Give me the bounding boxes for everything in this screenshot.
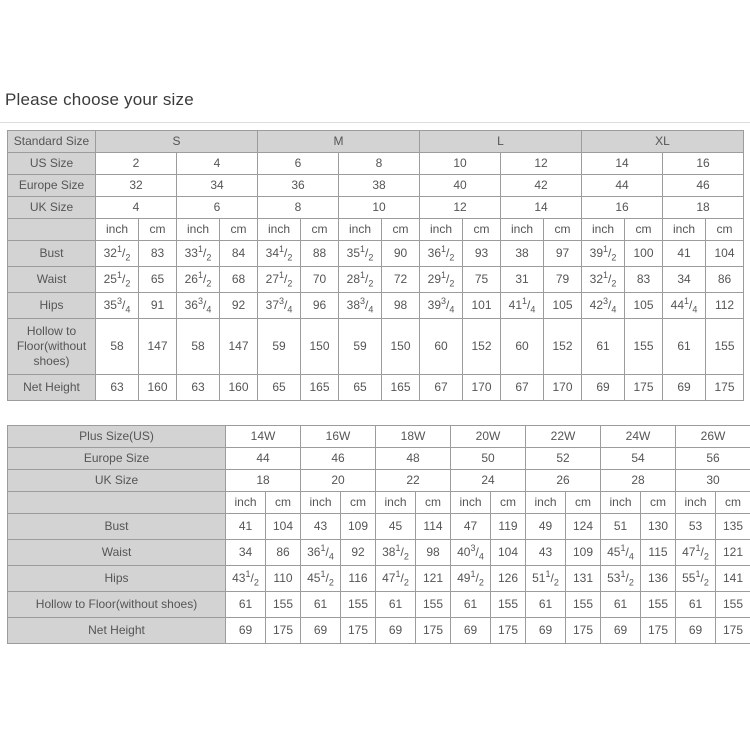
measurement-cm-cell: 155 (491, 592, 526, 618)
unit-corner-cell (8, 219, 96, 241)
row-label-cell: Waist (8, 540, 226, 566)
measurement-cm-cell: 121 (416, 566, 451, 592)
measurement-cm-cell: 155 (641, 592, 676, 618)
measurement-cm-cell: 121 (716, 540, 750, 566)
measurement-cm-cell: 155 (566, 592, 601, 618)
unit-cm-cell: cm (220, 219, 258, 241)
size-value-cell: 6 (177, 197, 258, 219)
measurement-cm-cell: 101 (463, 293, 501, 319)
row-label-cell: Hollow to Floor(without shoes) (8, 592, 226, 618)
size-value-cell: 6 (258, 153, 339, 175)
measurement-inch-cell: 61 (301, 592, 341, 618)
measurement-inch-cell: $53^1/_2$ (601, 566, 641, 592)
size-value-cell: 36 (258, 175, 339, 197)
measurement-row (8, 241, 744, 267)
measurement-inch-cell: 43 (526, 540, 566, 566)
measurement-inch-cell: 61 (226, 592, 266, 618)
measurement-cm-cell: 141 (716, 566, 750, 592)
measurement-cm-cell: 109 (341, 514, 376, 540)
measurement-cm-cell: 150 (301, 319, 339, 375)
measurement-cm-cell: 105 (544, 293, 582, 319)
unit-cm-cell: cm (266, 492, 301, 514)
measurement-inch-cell: 45 (376, 514, 416, 540)
measurement-cm-cell: 165 (382, 375, 420, 401)
measurement-inch-cell: $38^1/_2$ (376, 540, 416, 566)
measurement-cm-cell: 175 (641, 618, 676, 644)
row-label-cell: Europe Size (8, 175, 96, 197)
measurement-row (8, 566, 750, 592)
measurement-inch-cell: 69 (376, 618, 416, 644)
measurement-inch-cell: $33^1/_2$ (177, 241, 220, 267)
measurement-inch-cell: $36^3/_4$ (177, 293, 220, 319)
measurement-inch-cell: $47^1/_2$ (676, 540, 716, 566)
measurement-cm-cell: 83 (625, 267, 663, 293)
measurement-inch-cell: $27^1/_2$ (258, 267, 301, 293)
row-label-cell: Hollow to Floor(without shoes) (8, 319, 96, 375)
unit-cm-cell: cm (416, 492, 451, 514)
measurement-cm-cell: 175 (625, 375, 663, 401)
measurement-inch-cell: 41 (663, 241, 706, 267)
measurement-cm-cell: 165 (301, 375, 339, 401)
measurement-inch-cell: 61 (601, 592, 641, 618)
measurement-cm-cell: 175 (491, 618, 526, 644)
unit-inch-cell: inch (420, 219, 463, 241)
size-value-cell: 20 (301, 470, 376, 492)
measurement-inch-cell: 58 (177, 319, 220, 375)
measurement-cm-cell: 105 (625, 293, 663, 319)
measurement-cm-cell: 175 (416, 618, 451, 644)
measurement-inch-cell: 61 (676, 592, 716, 618)
measurement-cm-cell: 170 (463, 375, 501, 401)
measurement-cm-cell: 114 (416, 514, 451, 540)
size-value-cell: 52 (526, 448, 601, 470)
size-value-cell: 44 (582, 175, 663, 197)
size-value-cell: 14 (501, 197, 582, 219)
unit-cm-cell: cm (544, 219, 582, 241)
measurement-cm-cell: 91 (139, 293, 177, 319)
measurement-cm-cell: 104 (266, 514, 301, 540)
size-value-cell: 12 (501, 153, 582, 175)
measurement-inch-cell: 69 (601, 618, 641, 644)
measurement-row (8, 319, 744, 375)
unit-cm-cell: cm (641, 492, 676, 514)
unit-inch-cell: inch (177, 219, 220, 241)
measurement-inch-cell: 34 (663, 267, 706, 293)
size-value-cell: 32 (96, 175, 177, 197)
measurement-inch-cell: 69 (582, 375, 625, 401)
size-value-cell: 18 (226, 470, 301, 492)
measurement-inch-cell: 61 (376, 592, 416, 618)
unit-row (8, 492, 750, 514)
measurement-inch-cell: $26^1/_2$ (177, 267, 220, 293)
measurement-inch-cell: 43 (301, 514, 341, 540)
measurement-inch-cell: $40^3/_4$ (451, 540, 491, 566)
measurement-inch-cell: 63 (96, 375, 139, 401)
size-value-cell: 26W (676, 426, 750, 448)
plus-size-table (7, 425, 750, 644)
row-label-cell: Europe Size (8, 448, 226, 470)
measurement-cm-cell: 98 (382, 293, 420, 319)
measurement-cm-cell: 86 (266, 540, 301, 566)
measurement-cm-cell: 131 (566, 566, 601, 592)
measurement-inch-cell: 59 (258, 319, 301, 375)
measurement-inch-cell: $55^1/_2$ (676, 566, 716, 592)
measurement-inch-cell: 47 (451, 514, 491, 540)
size-value-cell: 40 (420, 175, 501, 197)
size-value-cell: 4 (96, 197, 177, 219)
measurement-inch-cell: $43^1/_2$ (226, 566, 266, 592)
measurement-cm-cell: 175 (266, 618, 301, 644)
size-value-cell: 18 (663, 197, 744, 219)
measurement-inch-cell: 31 (501, 267, 544, 293)
measurement-cm-cell: 104 (706, 241, 744, 267)
unit-inch-cell: inch (301, 492, 341, 514)
measurement-inch-cell: 65 (339, 375, 382, 401)
measurement-cm-cell: 65 (139, 267, 177, 293)
measurement-row (8, 293, 744, 319)
unit-inch-cell: inch (526, 492, 566, 514)
size-value-cell: 42 (501, 175, 582, 197)
page-title: Please choose your size (5, 90, 194, 109)
measurement-cm-cell: 96 (301, 293, 339, 319)
measurement-cm-cell: 175 (341, 618, 376, 644)
unit-corner-cell (8, 492, 226, 514)
size-value-cell: 56 (676, 448, 750, 470)
measurement-inch-cell: $49^1/_2$ (451, 566, 491, 592)
measurement-inch-cell: 65 (258, 375, 301, 401)
measurement-inch-cell: 60 (420, 319, 463, 375)
unit-cm-cell: cm (566, 492, 601, 514)
row-label-cell: Net Height (8, 375, 96, 401)
measurement-cm-cell: 155 (706, 319, 744, 375)
measurement-inch-cell: 69 (226, 618, 266, 644)
measurement-inch-cell: 69 (676, 618, 716, 644)
measurement-cm-cell: 112 (706, 293, 744, 319)
measurement-cm-cell: 75 (463, 267, 501, 293)
measurement-cm-cell: 150 (382, 319, 420, 375)
measurement-cm-cell: 115 (641, 540, 676, 566)
unit-inch-cell: inch (676, 492, 716, 514)
unit-row (8, 219, 744, 241)
measurement-inch-cell: $35^1/_2$ (339, 241, 382, 267)
size-group-cell: L (420, 131, 582, 153)
unit-inch-cell: inch (582, 219, 625, 241)
unit-inch-cell: inch (663, 219, 706, 241)
row-label-cell: US Size (8, 153, 96, 175)
unit-inch-cell: inch (96, 219, 139, 241)
measurement-inch-cell: $38^3/_4$ (339, 293, 382, 319)
size-value-cell: 22 (376, 470, 451, 492)
size-value-cell: 10 (339, 197, 420, 219)
measurement-cm-cell: 97 (544, 241, 582, 267)
measurement-inch-cell: $41^1/_4$ (501, 293, 544, 319)
measurement-cm-cell: 88 (301, 241, 339, 267)
measurement-cm-cell: 175 (566, 618, 601, 644)
measurement-cm-cell: 160 (220, 375, 258, 401)
measurement-row (8, 540, 750, 566)
measurement-inch-cell: $32^1/_2$ (582, 267, 625, 293)
measurement-inch-cell: 63 (177, 375, 220, 401)
measurement-inch-cell: 61 (663, 319, 706, 375)
size-value-cell: 16 (582, 197, 663, 219)
size-value-cell: 44 (226, 448, 301, 470)
size-value-cell: 50 (451, 448, 526, 470)
measurement-inch-cell: 69 (526, 618, 566, 644)
measurement-inch-cell: $29^1/_2$ (420, 267, 463, 293)
measurement-cm-cell: 155 (716, 592, 750, 618)
measurement-inch-cell: $39^3/_4$ (420, 293, 463, 319)
measurement-inch-cell: 69 (663, 375, 706, 401)
measurement-row (8, 592, 750, 618)
size-row (8, 175, 744, 197)
measurement-cm-cell: 116 (341, 566, 376, 592)
size-value-cell: 54 (601, 448, 676, 470)
unit-cm-cell: cm (716, 492, 750, 514)
measurement-inch-cell: $47^1/_2$ (376, 566, 416, 592)
row-label-cell: Bust (8, 514, 226, 540)
measurement-inch-cell: $42^3/_4$ (582, 293, 625, 319)
size-value-cell: 24 (451, 470, 526, 492)
unit-inch-cell: inch (339, 219, 382, 241)
measurement-inch-cell: 60 (501, 319, 544, 375)
unit-inch-cell: inch (226, 492, 266, 514)
row-label-cell: Bust (8, 241, 96, 267)
size-value-cell: 26 (526, 470, 601, 492)
size-row (8, 448, 750, 470)
measurement-cm-cell: 83 (139, 241, 177, 267)
size-value-cell: 30 (676, 470, 750, 492)
unit-cm-cell: cm (301, 219, 339, 241)
size-value-cell: 8 (339, 153, 420, 175)
measurement-inch-cell: $44^1/_4$ (663, 293, 706, 319)
unit-inch-cell: inch (376, 492, 416, 514)
measurement-inch-cell: $51^1/_2$ (526, 566, 566, 592)
size-group-cell: XL (582, 131, 744, 153)
measurement-cm-cell: 98 (416, 540, 451, 566)
size-value-cell: 34 (177, 175, 258, 197)
measurement-row (8, 618, 750, 644)
measurement-cm-cell: 79 (544, 267, 582, 293)
size-value-cell: 46 (301, 448, 376, 470)
corner-label-cell: Standard Size (8, 131, 96, 153)
measurement-inch-cell: $28^1/_2$ (339, 267, 382, 293)
measurement-inch-cell: $36^1/_2$ (420, 241, 463, 267)
measurement-inch-cell: $39^1/_2$ (582, 241, 625, 267)
size-row (8, 470, 750, 492)
measurement-inch-cell: $25^1/_2$ (96, 267, 139, 293)
size-value-cell: 38 (339, 175, 420, 197)
measurement-cm-cell: 100 (625, 241, 663, 267)
measurement-cm-cell: 160 (139, 375, 177, 401)
size-group-cell: S (96, 131, 258, 153)
measurement-inch-cell: 38 (501, 241, 544, 267)
unit-cm-cell: cm (463, 219, 501, 241)
measurement-cm-cell: 93 (463, 241, 501, 267)
measurement-cm-cell: 155 (625, 319, 663, 375)
measurement-inch-cell: 58 (96, 319, 139, 375)
row-label-cell: UK Size (8, 470, 226, 492)
measurement-cm-cell: 175 (716, 618, 750, 644)
measurement-inch-cell: $45^1/_4$ (601, 540, 641, 566)
measurement-cm-cell: 110 (266, 566, 301, 592)
unit-inch-cell: inch (451, 492, 491, 514)
measurement-cm-cell: 119 (491, 514, 526, 540)
measurement-cm-cell: 126 (491, 566, 526, 592)
measurement-inch-cell: $35^3/_4$ (96, 293, 139, 319)
measurement-cm-cell: 155 (416, 592, 451, 618)
measurement-cm-cell: 92 (341, 540, 376, 566)
measurement-cm-cell: 109 (566, 540, 601, 566)
measurement-cm-cell: 155 (341, 592, 376, 618)
measurement-row (8, 267, 744, 293)
unit-cm-cell: cm (491, 492, 526, 514)
measurement-cm-cell: 147 (220, 319, 258, 375)
unit-cm-cell: cm (341, 492, 376, 514)
measurement-inch-cell: $32^1/_2$ (96, 241, 139, 267)
measurement-cm-cell: 147 (139, 319, 177, 375)
measurement-inch-cell: $36^1/_4$ (301, 540, 341, 566)
size-row (8, 197, 744, 219)
size-value-cell: 10 (420, 153, 501, 175)
measurement-cm-cell: 104 (491, 540, 526, 566)
measurement-inch-cell: $34^1/_2$ (258, 241, 301, 267)
row-label-cell: Plus Size(US) (8, 426, 226, 448)
size-value-cell: 28 (601, 470, 676, 492)
measurement-cm-cell: 152 (544, 319, 582, 375)
measurement-inch-cell: 59 (339, 319, 382, 375)
size-value-cell: 2 (96, 153, 177, 175)
measurement-inch-cell: 53 (676, 514, 716, 540)
measurement-inch-cell: $37^3/_4$ (258, 293, 301, 319)
measurement-inch-cell: 69 (301, 618, 341, 644)
measurement-inch-cell: 49 (526, 514, 566, 540)
size-value-cell: 16 (663, 153, 744, 175)
size-row (8, 153, 744, 175)
size-value-cell: 14W (226, 426, 301, 448)
size-value-cell: 46 (663, 175, 744, 197)
measurement-cm-cell: 170 (544, 375, 582, 401)
unit-inch-cell: inch (258, 219, 301, 241)
unit-cm-cell: cm (625, 219, 663, 241)
unit-inch-cell: inch (501, 219, 544, 241)
size-value-cell: 18W (376, 426, 451, 448)
measurement-cm-cell: 72 (382, 267, 420, 293)
measurement-cm-cell: 84 (220, 241, 258, 267)
size-value-cell: 20W (451, 426, 526, 448)
size-value-cell: 16W (301, 426, 376, 448)
measurement-cm-cell: 86 (706, 267, 744, 293)
row-label-cell: Hips (8, 566, 226, 592)
measurement-inch-cell: 61 (526, 592, 566, 618)
measurement-cm-cell: 70 (301, 267, 339, 293)
size-value-cell: 22W (526, 426, 601, 448)
size-value-cell: 48 (376, 448, 451, 470)
size-value-cell: 14 (582, 153, 663, 175)
measurement-cm-cell: 130 (641, 514, 676, 540)
measurement-inch-cell: 61 (582, 319, 625, 375)
size-value-cell: 24W (601, 426, 676, 448)
measurement-inch-cell: $45^1/_2$ (301, 566, 341, 592)
measurement-inch-cell: 67 (501, 375, 544, 401)
measurement-row (8, 375, 744, 401)
measurement-inch-cell: 41 (226, 514, 266, 540)
title-divider (0, 122, 750, 123)
standard-size-table (7, 130, 744, 401)
row-label-cell: Net Height (8, 618, 226, 644)
measurement-inch-cell: 67 (420, 375, 463, 401)
size-row (8, 426, 750, 448)
unit-cm-cell: cm (382, 219, 420, 241)
unit-inch-cell: inch (601, 492, 641, 514)
row-label-cell: UK Size (8, 197, 96, 219)
size-value-cell: 4 (177, 153, 258, 175)
measurement-inch-cell: 61 (451, 592, 491, 618)
measurement-row (8, 514, 750, 540)
size-value-cell: 12 (420, 197, 501, 219)
unit-cm-cell: cm (139, 219, 177, 241)
measurement-cm-cell: 135 (716, 514, 750, 540)
size-group-cell: M (258, 131, 420, 153)
measurement-inch-cell: 34 (226, 540, 266, 566)
row-label-cell: Hips (8, 293, 96, 319)
row-label-cell: Waist (8, 267, 96, 293)
group-header-row (8, 131, 744, 153)
measurement-cm-cell: 124 (566, 514, 601, 540)
measurement-cm-cell: 92 (220, 293, 258, 319)
measurement-cm-cell: 90 (382, 241, 420, 267)
measurement-inch-cell: 51 (601, 514, 641, 540)
size-value-cell: 8 (258, 197, 339, 219)
measurement-cm-cell: 175 (706, 375, 744, 401)
measurement-cm-cell: 152 (463, 319, 501, 375)
measurement-inch-cell: 69 (451, 618, 491, 644)
unit-cm-cell: cm (706, 219, 744, 241)
measurement-cm-cell: 136 (641, 566, 676, 592)
measurement-cm-cell: 68 (220, 267, 258, 293)
measurement-cm-cell: 155 (266, 592, 301, 618)
